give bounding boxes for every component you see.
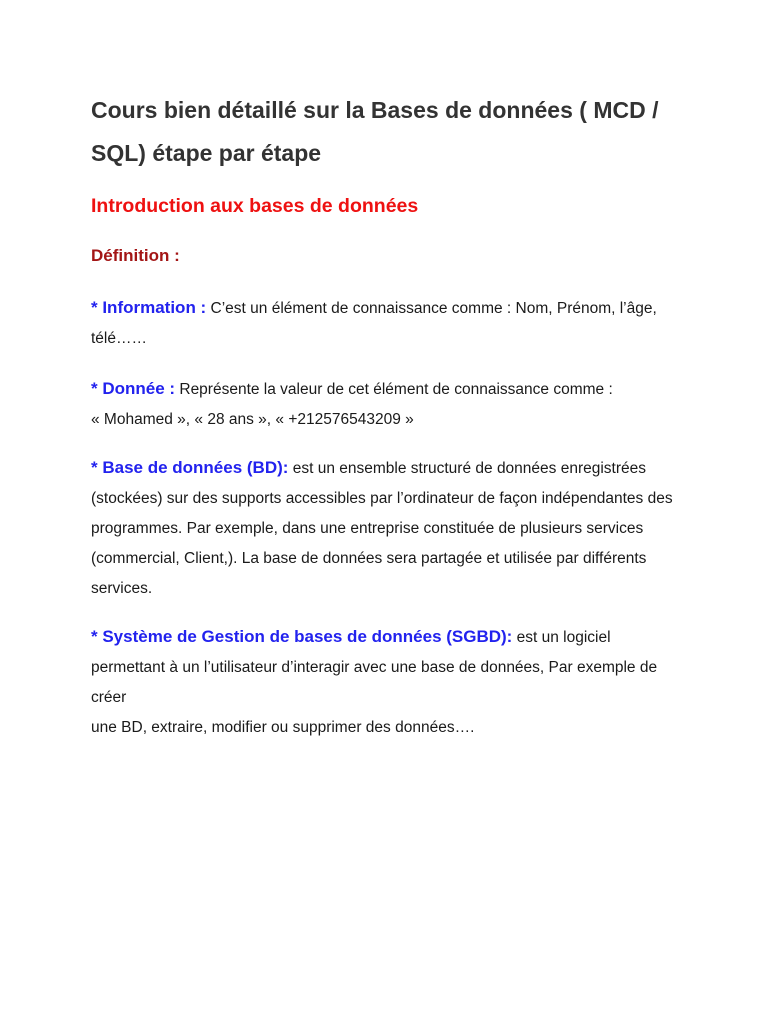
section-heading: Introduction aux bases de données (91, 195, 419, 217)
definition-donnee (91, 374, 681, 435)
definition-text: est un ensemble structuré de données enregistrées (288, 460, 647, 477)
definition-text: services. (91, 580, 153, 597)
title-line-2: SQL) étape par étape (91, 140, 322, 166)
definition-information (91, 293, 681, 354)
term-donnee: * Donnée : (91, 379, 176, 398)
definition-text: C’est un élément de connaissance comme : Nom, Prénom, l’âge, (206, 300, 657, 317)
term-base-de-donnees: * Base de données (BD): (91, 458, 289, 477)
term-sgbd: * Système de Gestion de bases de données (SGBD): (91, 627, 513, 646)
definition-text: Représente la valeur de cet élément de connaissance comme : (175, 381, 613, 398)
definition-text: « Mohamed », « 28 ans », « +212576543209 » (91, 411, 414, 428)
definition-text: (stockées) sur des supports accessibles par l’ordinateur de façon indépendantes des (91, 490, 673, 507)
term-information: * Information : (91, 298, 207, 317)
definition-sgbd (91, 622, 681, 743)
title-line-1: Cours bien détaillé sur la Bases de données ( MCD / (91, 97, 659, 123)
definition-text: permettant à un l’utilisateur d’interagir avec une base de données, Par exemple de créer (91, 659, 658, 706)
definition-text: (commercial, Client,). La base de données sera partagée et utilisée par différents (91, 550, 647, 567)
definition-text: programmes. Par exemple, dans une entreprise constituée de plusieurs services (91, 520, 644, 537)
definition-text: une BD, extraire, modifier ou supprimer des données…. (91, 719, 475, 736)
definition-text: télé…… (91, 330, 147, 347)
document-content (91, 89, 681, 743)
document-title (91, 89, 681, 175)
definition-base-de-donnees (91, 453, 681, 604)
definition-subheading: Définition : (91, 246, 180, 265)
definition-text: est un logiciel (512, 629, 611, 646)
